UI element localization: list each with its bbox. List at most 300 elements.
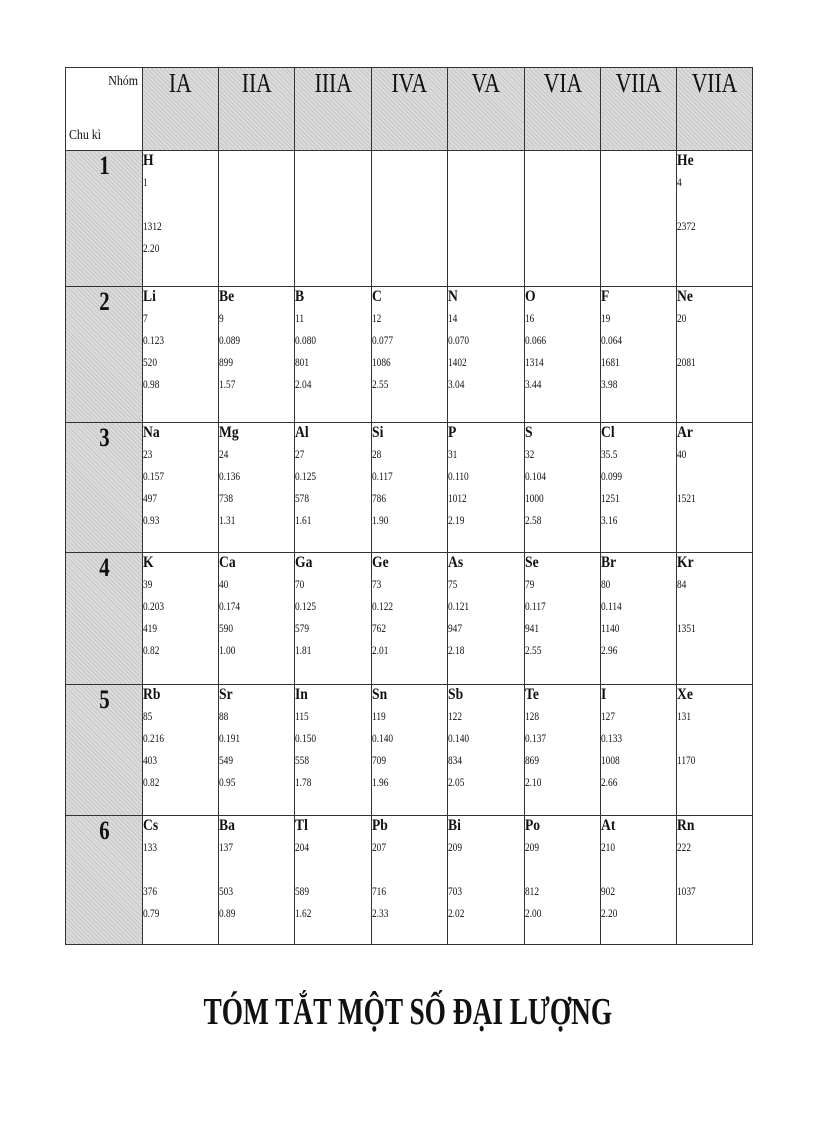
element-cell [448, 685, 525, 816]
period-cell [66, 423, 143, 553]
atomic-mass: 133 [143, 840, 158, 854]
electronegativity: 1.78 [295, 775, 312, 789]
ionization-energy: 1086 [372, 355, 391, 369]
atomic-mass: 20 [677, 311, 687, 325]
atomic-radius: 0.203 [143, 599, 165, 613]
element-symbol: Ge [372, 554, 389, 571]
element-cell [143, 423, 219, 553]
electronegativity: 1.81 [295, 643, 312, 657]
atomic-radius [677, 465, 736, 487]
ionization-energy: 902 [601, 884, 616, 898]
electronegativity: 2.55 [372, 377, 389, 391]
element-symbol: Ca [219, 554, 236, 571]
atomic-mass: 12 [372, 311, 382, 325]
atomic-mass: 131 [677, 709, 692, 723]
atomic-radius: 0.122 [372, 599, 394, 613]
element-symbol: Po [525, 817, 541, 834]
electronegativity [677, 373, 736, 395]
ionization-energy: 497 [143, 491, 158, 505]
element-cell [601, 287, 677, 423]
electronegativity [677, 237, 736, 259]
atomic-radius: 0.150 [295, 731, 317, 745]
element-symbol: At [601, 817, 616, 834]
ionization-energy: 834 [448, 753, 463, 767]
element-symbol: Sn [372, 686, 388, 703]
atomic-mass: 9 [219, 311, 224, 325]
page-title [0, 990, 816, 1034]
ionization-energy: 1037 [677, 884, 696, 898]
period-row [66, 685, 753, 816]
element-symbol: Si [372, 424, 384, 441]
element-cell [295, 685, 372, 816]
atomic-radius: 0.140 [372, 731, 394, 745]
ionization-energy: 578 [295, 491, 310, 505]
electronegativity: 2.10 [525, 775, 542, 789]
element-symbol: Ar [677, 424, 693, 441]
atomic-mass: 7 [143, 311, 148, 325]
element-cell [448, 287, 525, 423]
group-header-label: VA [471, 68, 501, 98]
ionization-energy: 1521 [677, 491, 696, 505]
period-number: 1 [98, 151, 110, 180]
electronegativity [677, 902, 736, 924]
element-cell [372, 553, 448, 685]
atomic-radius: 0.125 [295, 599, 317, 613]
electronegativity: 1.61 [295, 513, 312, 527]
atomic-mass: 31 [448, 447, 458, 461]
atomic-radius [219, 858, 278, 880]
electronegativity: 2.20 [143, 241, 160, 255]
element-symbol: Tl [295, 817, 308, 834]
ionization-energy: 703 [448, 884, 463, 898]
electronegativity: 2.96 [601, 643, 618, 657]
group-header [219, 68, 295, 151]
element-cell [219, 151, 295, 287]
element-cell [372, 423, 448, 553]
ionization-energy: 947 [448, 621, 463, 635]
atomic-radius: 0.089 [219, 333, 241, 347]
period-cell [66, 287, 143, 423]
element-cell [219, 685, 295, 816]
atomic-radius: 0.117 [525, 599, 546, 613]
element-symbol: In [295, 686, 308, 703]
header-row [66, 68, 753, 151]
element-symbol: Al [295, 424, 309, 441]
ionization-energy: 716 [372, 884, 387, 898]
element-cell [525, 151, 601, 287]
element-cell [219, 553, 295, 685]
period-number: 2 [98, 287, 110, 316]
period-number: 5 [98, 685, 110, 714]
atomic-radius [448, 858, 507, 880]
periodic-table [65, 67, 753, 945]
atomic-mass: 207 [372, 840, 387, 854]
atomic-radius [143, 193, 202, 215]
atomic-mass: 84 [677, 577, 687, 591]
atomic-radius: 0.140 [448, 731, 470, 745]
atomic-radius: 0.121 [448, 599, 470, 613]
element-symbol: As [448, 554, 464, 571]
ionization-energy: 786 [372, 491, 387, 505]
atomic-radius [677, 595, 736, 617]
ionization-energy: 738 [219, 491, 234, 505]
ionization-energy: 899 [219, 355, 234, 369]
element-cell [143, 151, 219, 287]
group-header-label: VIIA [615, 68, 662, 98]
ionization-energy: 503 [219, 884, 234, 898]
ionization-energy: 579 [295, 621, 310, 635]
atomic-radius: 0.136 [219, 469, 241, 483]
electronegativity: 1.57 [219, 377, 236, 391]
element-symbol: Te [525, 686, 539, 703]
ionization-energy: 812 [525, 884, 540, 898]
ionization-energy: 589 [295, 884, 310, 898]
electronegativity: 1.96 [372, 775, 389, 789]
group-header-label: IVA [391, 68, 428, 98]
electronegativity: 0.95 [219, 775, 236, 789]
electronegativity: 3.44 [525, 377, 542, 391]
ionization-energy: 520 [143, 355, 158, 369]
element-cell [219, 816, 295, 945]
atomic-radius [677, 727, 736, 749]
atomic-radius: 0.125 [295, 469, 317, 483]
element-cell [295, 151, 372, 287]
electronegativity: 3.04 [448, 377, 465, 391]
element-cell [601, 816, 677, 945]
element-symbol: Rb [143, 686, 161, 703]
atomic-mass: 209 [525, 840, 540, 854]
element-cell [525, 287, 601, 423]
element-symbol: Ba [219, 817, 235, 834]
element-cell [448, 553, 525, 685]
element-symbol: C [372, 288, 382, 305]
period-row [66, 287, 753, 423]
atomic-radius: 0.123 [143, 333, 165, 347]
element-symbol: P [448, 424, 457, 441]
element-cell [677, 553, 753, 685]
atomic-mass: 4 [677, 175, 682, 189]
period-row [66, 816, 753, 945]
electronegativity: 2.58 [525, 513, 542, 527]
element-symbol: Rn [677, 817, 695, 834]
ionization-energy: 1251 [601, 491, 620, 505]
element-cell [525, 816, 601, 945]
atomic-radius: 0.117 [372, 469, 393, 483]
atomic-radius: 0.157 [143, 469, 165, 483]
atomic-mass: 79 [525, 577, 535, 591]
element-cell [372, 816, 448, 945]
ionization-energy: 1012 [448, 491, 467, 505]
electronegativity: 0.93 [143, 513, 160, 527]
element-symbol: Ne [677, 288, 693, 305]
group-header [525, 68, 601, 151]
element-cell [448, 816, 525, 945]
element-cell [601, 151, 677, 287]
electronegativity: 2.55 [525, 643, 542, 657]
period-label: Chu kì [69, 128, 102, 143]
group-label: Nhóm [108, 74, 138, 89]
ionization-energy: 549 [219, 753, 234, 767]
group-header [372, 68, 448, 151]
ionization-energy: 762 [372, 621, 387, 635]
period-row [66, 553, 753, 685]
element-cell [143, 553, 219, 685]
element-cell [677, 685, 753, 816]
element-cell [372, 151, 448, 287]
atomic-mass: 39 [143, 577, 153, 591]
element-cell [677, 816, 753, 945]
atomic-radius: 0.216 [143, 731, 165, 745]
element-symbol: Be [219, 288, 235, 305]
atomic-mass: 119 [372, 709, 386, 723]
atomic-radius: 0.066 [525, 333, 547, 347]
element-cell [372, 685, 448, 816]
electronegativity: 0.79 [143, 906, 160, 920]
electronegativity: 2.18 [448, 643, 465, 657]
atomic-radius: 0.104 [525, 469, 547, 483]
ionization-energy: 590 [219, 621, 234, 635]
element-symbol: Sr [219, 686, 233, 703]
element-symbol: Na [143, 424, 160, 441]
element-cell [601, 423, 677, 553]
atomic-radius: 0.114 [601, 599, 622, 613]
atomic-mass: 115 [295, 709, 309, 723]
element-symbol: Mg [219, 424, 239, 441]
atomic-mass: 73 [372, 577, 382, 591]
element-symbol: Cl [601, 424, 615, 441]
ionization-energy: 403 [143, 753, 158, 767]
ionization-energy: 2081 [677, 355, 696, 369]
atomic-radius: 0.133 [601, 731, 623, 745]
ionization-energy: 419 [143, 621, 158, 635]
electronegativity: 2.04 [295, 377, 312, 391]
atomic-radius: 0.110 [448, 469, 469, 483]
element-cell [448, 423, 525, 553]
atomic-mass: 209 [448, 840, 463, 854]
element-cell [601, 685, 677, 816]
atomic-radius: 0.077 [372, 333, 394, 347]
element-symbol: Se [525, 554, 539, 571]
page-title-text: TÓM TẮT MỘT SỐ ĐẠI LƯỢNG [203, 991, 613, 1033]
element-symbol: Sb [448, 686, 464, 703]
group-header-label: VIIA [691, 68, 738, 98]
element-cell [295, 423, 372, 553]
atomic-mass: 88 [219, 709, 229, 723]
element-symbol: Ga [295, 554, 313, 571]
ionization-energy: 801 [295, 355, 310, 369]
atomic-radius [601, 858, 660, 880]
element-cell [448, 151, 525, 287]
group-header [677, 68, 753, 151]
element-symbol: Bi [448, 817, 461, 834]
element-symbol: O [525, 288, 536, 305]
ionization-energy: 2372 [677, 219, 696, 233]
element-cell [525, 685, 601, 816]
group-header-label: VIA [543, 68, 582, 98]
element-cell [295, 553, 372, 685]
atomic-radius [677, 858, 736, 880]
atomic-mass: 222 [677, 840, 692, 854]
period-number: 3 [98, 423, 110, 452]
atomic-radius [677, 193, 736, 215]
atomic-radius [295, 858, 354, 880]
element-symbol: Cs [143, 817, 159, 834]
element-cell [677, 151, 753, 287]
atomic-mass: 85 [143, 709, 153, 723]
ionization-energy: 1351 [677, 621, 696, 635]
period-cell [66, 553, 143, 685]
atomic-mass: 127 [601, 709, 616, 723]
electronegativity [677, 771, 736, 793]
element-cell [219, 423, 295, 553]
element-symbol: F [601, 288, 610, 305]
electronegativity: 0.89 [219, 906, 236, 920]
ionization-energy: 1140 [601, 621, 620, 635]
electronegativity: 0.82 [143, 643, 160, 657]
atomic-radius: 0.070 [448, 333, 470, 347]
ionization-energy: 1008 [601, 753, 620, 767]
period-number: 6 [98, 816, 110, 845]
atomic-mass: 35.5 [601, 447, 618, 461]
atomic-mass: 75 [448, 577, 458, 591]
element-symbol: Br [601, 554, 617, 571]
element-cell [219, 287, 295, 423]
atomic-mass: 14 [448, 311, 458, 325]
electronegativity: 3.98 [601, 377, 618, 391]
group-header-label: IA [169, 68, 192, 98]
atomic-mass: 80 [601, 577, 611, 591]
element-symbol: S [525, 424, 533, 441]
element-symbol: H [143, 152, 154, 169]
electronegativity: 1.62 [295, 906, 312, 920]
atomic-mass: 210 [601, 840, 616, 854]
atomic-radius: 0.080 [295, 333, 317, 347]
electronegativity: 1.00 [219, 643, 236, 657]
atomic-mass: 16 [525, 311, 535, 325]
ionization-energy: 1314 [525, 355, 544, 369]
atomic-mass: 11 [295, 311, 305, 325]
group-header-label: IIA [241, 68, 272, 98]
element-cell [295, 816, 372, 945]
electronegativity: 2.20 [601, 906, 618, 920]
group-header [295, 68, 372, 151]
electronegativity: 0.82 [143, 775, 160, 789]
period-row [66, 151, 753, 287]
element-cell [677, 287, 753, 423]
atomic-radius: 0.064 [601, 333, 623, 347]
electronegativity [677, 639, 736, 661]
group-header [143, 68, 219, 151]
element-symbol: He [677, 152, 694, 169]
period-cell [66, 816, 143, 945]
electronegativity: 2.01 [372, 643, 389, 657]
element-symbol: Xe [677, 686, 693, 703]
ionization-energy: 1402 [448, 355, 467, 369]
ionization-energy: 1000 [525, 491, 544, 505]
element-cell [295, 287, 372, 423]
atomic-radius [143, 858, 202, 880]
element-cell [143, 816, 219, 945]
element-symbol: Li [143, 288, 156, 305]
atomic-radius [372, 858, 431, 880]
element-symbol: Pb [372, 817, 388, 834]
atomic-mass: 70 [295, 577, 305, 591]
atomic-mass: 204 [295, 840, 310, 854]
period-cell [66, 151, 143, 287]
element-symbol: N [448, 288, 458, 305]
element-cell [143, 685, 219, 816]
electronegativity: 3.16 [601, 513, 618, 527]
electronegativity: 2.02 [448, 906, 465, 920]
electronegativity: 2.19 [448, 513, 465, 527]
ionization-energy: 558 [295, 753, 310, 767]
group-header [448, 68, 525, 151]
atomic-radius: 0.099 [601, 469, 623, 483]
group-header-label: IIIA [314, 68, 352, 98]
atomic-mass: 19 [601, 311, 611, 325]
element-symbol: I [601, 686, 607, 703]
electronegativity: 2.33 [372, 906, 389, 920]
atomic-mass: 40 [219, 577, 229, 591]
ionization-energy: 376 [143, 884, 158, 898]
electronegativity: 1.90 [372, 513, 389, 527]
element-cell [677, 423, 753, 553]
ionization-energy: 1312 [143, 219, 162, 233]
corner-cell [66, 68, 143, 151]
ionization-energy: 869 [525, 753, 540, 767]
electronegativity: 2.00 [525, 906, 542, 920]
ionization-energy: 1170 [677, 753, 696, 767]
atomic-mass: 28 [372, 447, 382, 461]
ionization-energy: 941 [525, 621, 540, 635]
element-symbol: Kr [677, 554, 694, 571]
element-cell [372, 287, 448, 423]
electronegativity: 0.98 [143, 377, 160, 391]
atomic-mass: 23 [143, 447, 153, 461]
electronegativity: 2.05 [448, 775, 465, 789]
element-cell [143, 287, 219, 423]
electronegativity [677, 509, 736, 531]
atomic-radius [677, 329, 736, 351]
atomic-mass: 40 [677, 447, 687, 461]
electronegativity: 2.66 [601, 775, 618, 789]
atomic-radius: 0.137 [525, 731, 547, 745]
element-cell [525, 553, 601, 685]
ionization-energy: 709 [372, 753, 387, 767]
atomic-radius [525, 858, 584, 880]
group-header [601, 68, 677, 151]
atomic-mass: 1 [143, 175, 148, 189]
element-cell [525, 423, 601, 553]
atomic-radius: 0.191 [219, 731, 241, 745]
atomic-mass: 27 [295, 447, 305, 461]
table-body [66, 151, 753, 945]
period-cell [66, 685, 143, 816]
element-cell [601, 553, 677, 685]
element-symbol: B [295, 288, 305, 305]
atomic-mass: 24 [219, 447, 229, 461]
period-number: 4 [98, 553, 110, 582]
atomic-radius: 0.174 [219, 599, 241, 613]
atomic-mass: 122 [448, 709, 463, 723]
electronegativity: 1.31 [219, 513, 236, 527]
atomic-mass: 128 [525, 709, 540, 723]
atomic-mass: 32 [525, 447, 535, 461]
period-row [66, 423, 753, 553]
element-symbol: K [143, 554, 154, 571]
ionization-energy: 1681 [601, 355, 620, 369]
atomic-mass: 137 [219, 840, 234, 854]
